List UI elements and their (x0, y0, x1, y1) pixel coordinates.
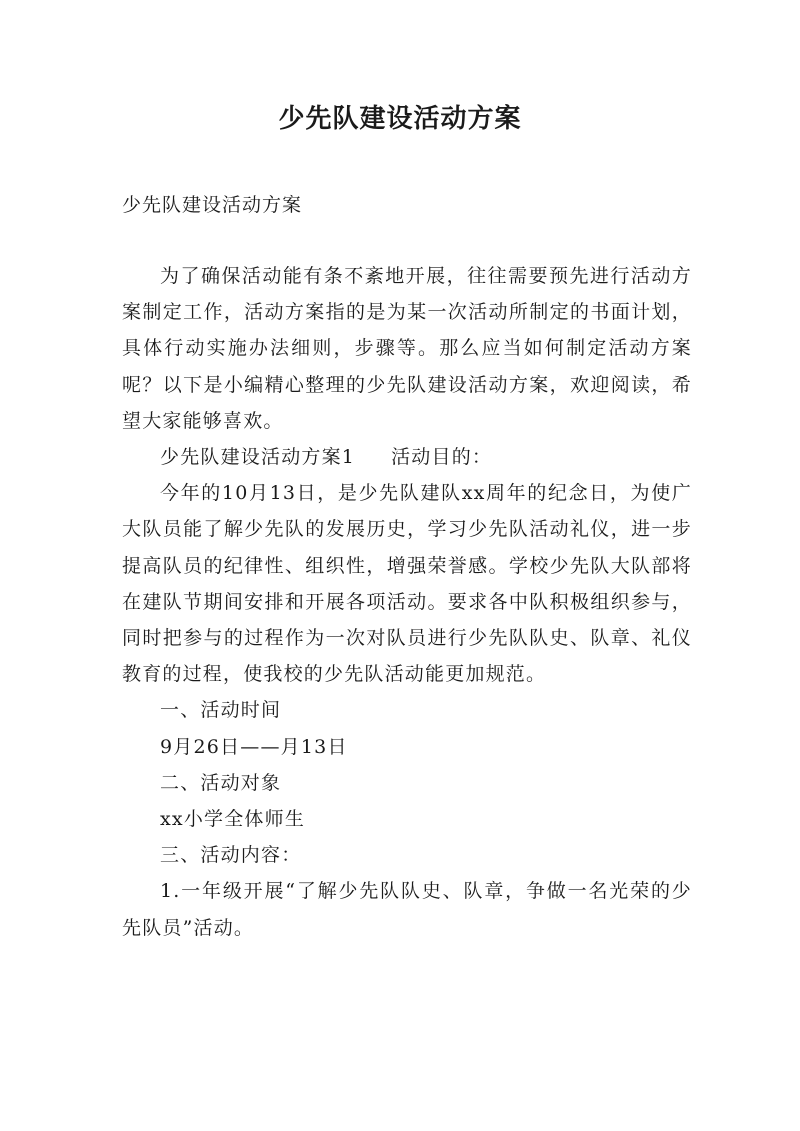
content-item-1: 1.一年级开展“了解少先队队史、队章，争做一名光荣的少先队员”活动。 (122, 880, 692, 939)
document-body (122, 258, 692, 946)
document-subtitle: 少先队建设活动方案 (122, 194, 303, 216)
purpose-label: 活动目的： (391, 446, 493, 469)
plan-heading: 少先队建设活动方案1 (160, 446, 356, 469)
document-title: 少先队建设活动方案 (278, 104, 522, 134)
section-content-heading: 三、活动内容： (160, 844, 302, 867)
section-target-heading: 二、活动对象 (160, 771, 282, 794)
purpose-paragraph: 今年的10月13日，是少先队建队xx周年的纪念日，为使广大队员能了解少先队的发展历史，学习少先队活动礼仪，进一步提高队员的纪律性、组织性，增强荣誉感。学校少先队大队部将在建队节期间安排和开展各项活动。要求各中队积极组织参与，同时把参与的过程作为一次对队员进行少先队队史、队章、礼仪教育的过程，使我校的少先队活动能更加规范。 (122, 482, 692, 686)
section-time-heading: 一、活动时间 (160, 699, 282, 722)
intro-paragraph: 为了确保活动能有条不紊地开展，往往需要预先进行活动方案制定工作，活动方案指的是为某一次活动所制定的书面计划，具体行动实施办法细则，步骤等。那么应当如何制定活动方案呢？以下是小编精心整理的少先队建设活动方案，欢迎阅读，希望大家能够喜欢。 (122, 265, 692, 432)
plan-heading-line (122, 439, 692, 475)
section-time-value: 9月26日——月13日 (160, 735, 348, 758)
section-target-value: xx小学全体师生 (160, 808, 306, 831)
